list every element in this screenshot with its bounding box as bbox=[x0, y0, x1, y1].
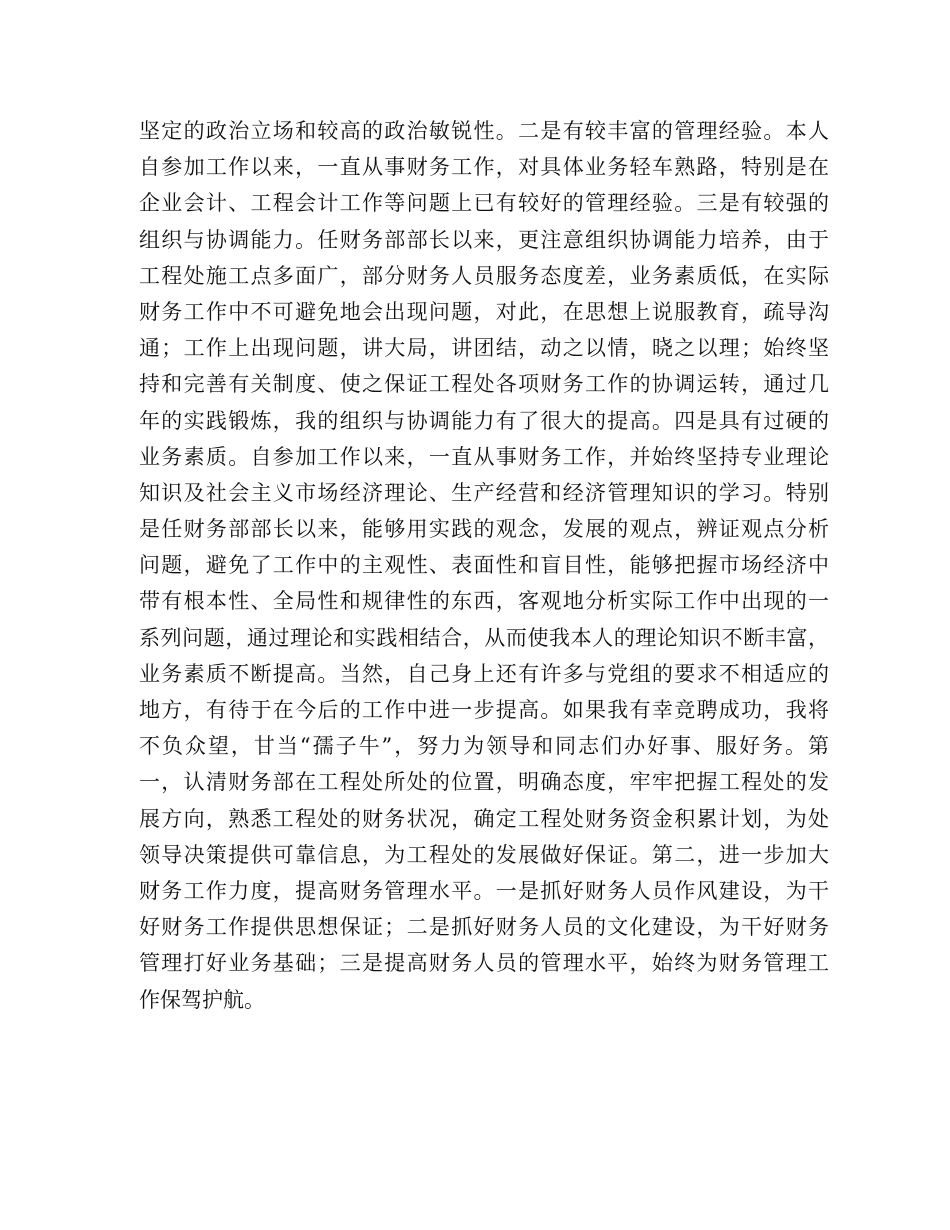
text-line: 年的实践锻炼，我的组织与协调能力有了很大的提高。四是具有过硬的 bbox=[139, 408, 829, 433]
text-line: 财务工作中不可避免地会出现问题，对此，在思想上说服教育，疏导沟 bbox=[139, 299, 829, 324]
text-line: 持和完善有关制度、使之保证工程处各项财务工作的协调运转，通过几 bbox=[139, 372, 829, 397]
text-line: 好财务工作提供思想保证；二是抓好财务人员的文化建设，为干好财务 bbox=[139, 915, 829, 940]
text-line: 地方，有待于在今后的工作中进一步提高。如果我有幸竞聘成功，我将 bbox=[139, 698, 829, 722]
text-line: 问题，避免了工作中的主观性、表面性和盲目性，能够把握市场经济中 bbox=[139, 553, 829, 578]
body-paragraph bbox=[139, 113, 829, 1018]
text-line: 管理打好业务基础；三是提高财务人员的管理水平，始终为财务管理工 bbox=[139, 951, 829, 976]
text-line: 一，认清财务部在工程处所处的位置，明确态度，牢牢把握工程处的发 bbox=[139, 770, 829, 795]
text-line: 作保驾护航。 bbox=[139, 987, 265, 1012]
text-line: 系列问题，通过理论和实践相结合，从而使我本人的理论知识不断丰富， bbox=[139, 625, 829, 650]
text-line: 自参加工作以来，一直从事财务工作，对具体业务轻车熟路，特别是在 bbox=[139, 155, 829, 180]
text-line: 组织与协调能力。任财务部部长以来，更注意组织协调能力培养，由于 bbox=[139, 227, 829, 252]
text-line: 通；工作上出现问题，讲大局，讲团结，动之以情，晓之以理；始终坚 bbox=[139, 336, 829, 361]
text-line: 工程处施工点多面广，部分财务人员服务态度差，业务素质低，在实际 bbox=[139, 263, 829, 288]
text-line: 企业会计、工程会计工作等问题上已有较好的管理经验。三是有较强的 bbox=[139, 191, 829, 216]
text-line: 财务工作力度，提高财务管理水平。一是抓好财务人员作风建设，为干 bbox=[139, 878, 829, 903]
text-line: 知识及社会主义市场经济理论、生产经营和经济管理知识的学习。特别 bbox=[139, 480, 829, 505]
text-line: 展方向，熟悉工程处的财务状况，确定工程处财务资金积累计划，为处 bbox=[139, 806, 829, 831]
text-line: 业务素质。自参加工作以来，一直从事财务工作，并始终坚持专业理论 bbox=[139, 444, 829, 469]
text-line: 领导决策提供可靠信息，为工程处的发展做好保证。第二，进一步加大 bbox=[139, 842, 829, 867]
text-line: 不负众望，甘当“孺子牛”，努力为领导和同志们办好事、服好务。第 bbox=[139, 734, 829, 759]
text-line: 坚定的政治立场和较高的政治敏锐性。二是有较丰富的管理经验。本人 bbox=[139, 119, 829, 143]
text-line: 是任财务部部长以来，能够用实践的观念，发展的观点，辨证观点分析 bbox=[139, 517, 829, 542]
text-line: 带有根本性、全局性和规律性的东西，客观地分析实际工作中出现的一 bbox=[139, 589, 829, 614]
text-line: 业务素质不断提高。当然，自己身上还有许多与党组的要求不相适应的 bbox=[139, 661, 829, 686]
